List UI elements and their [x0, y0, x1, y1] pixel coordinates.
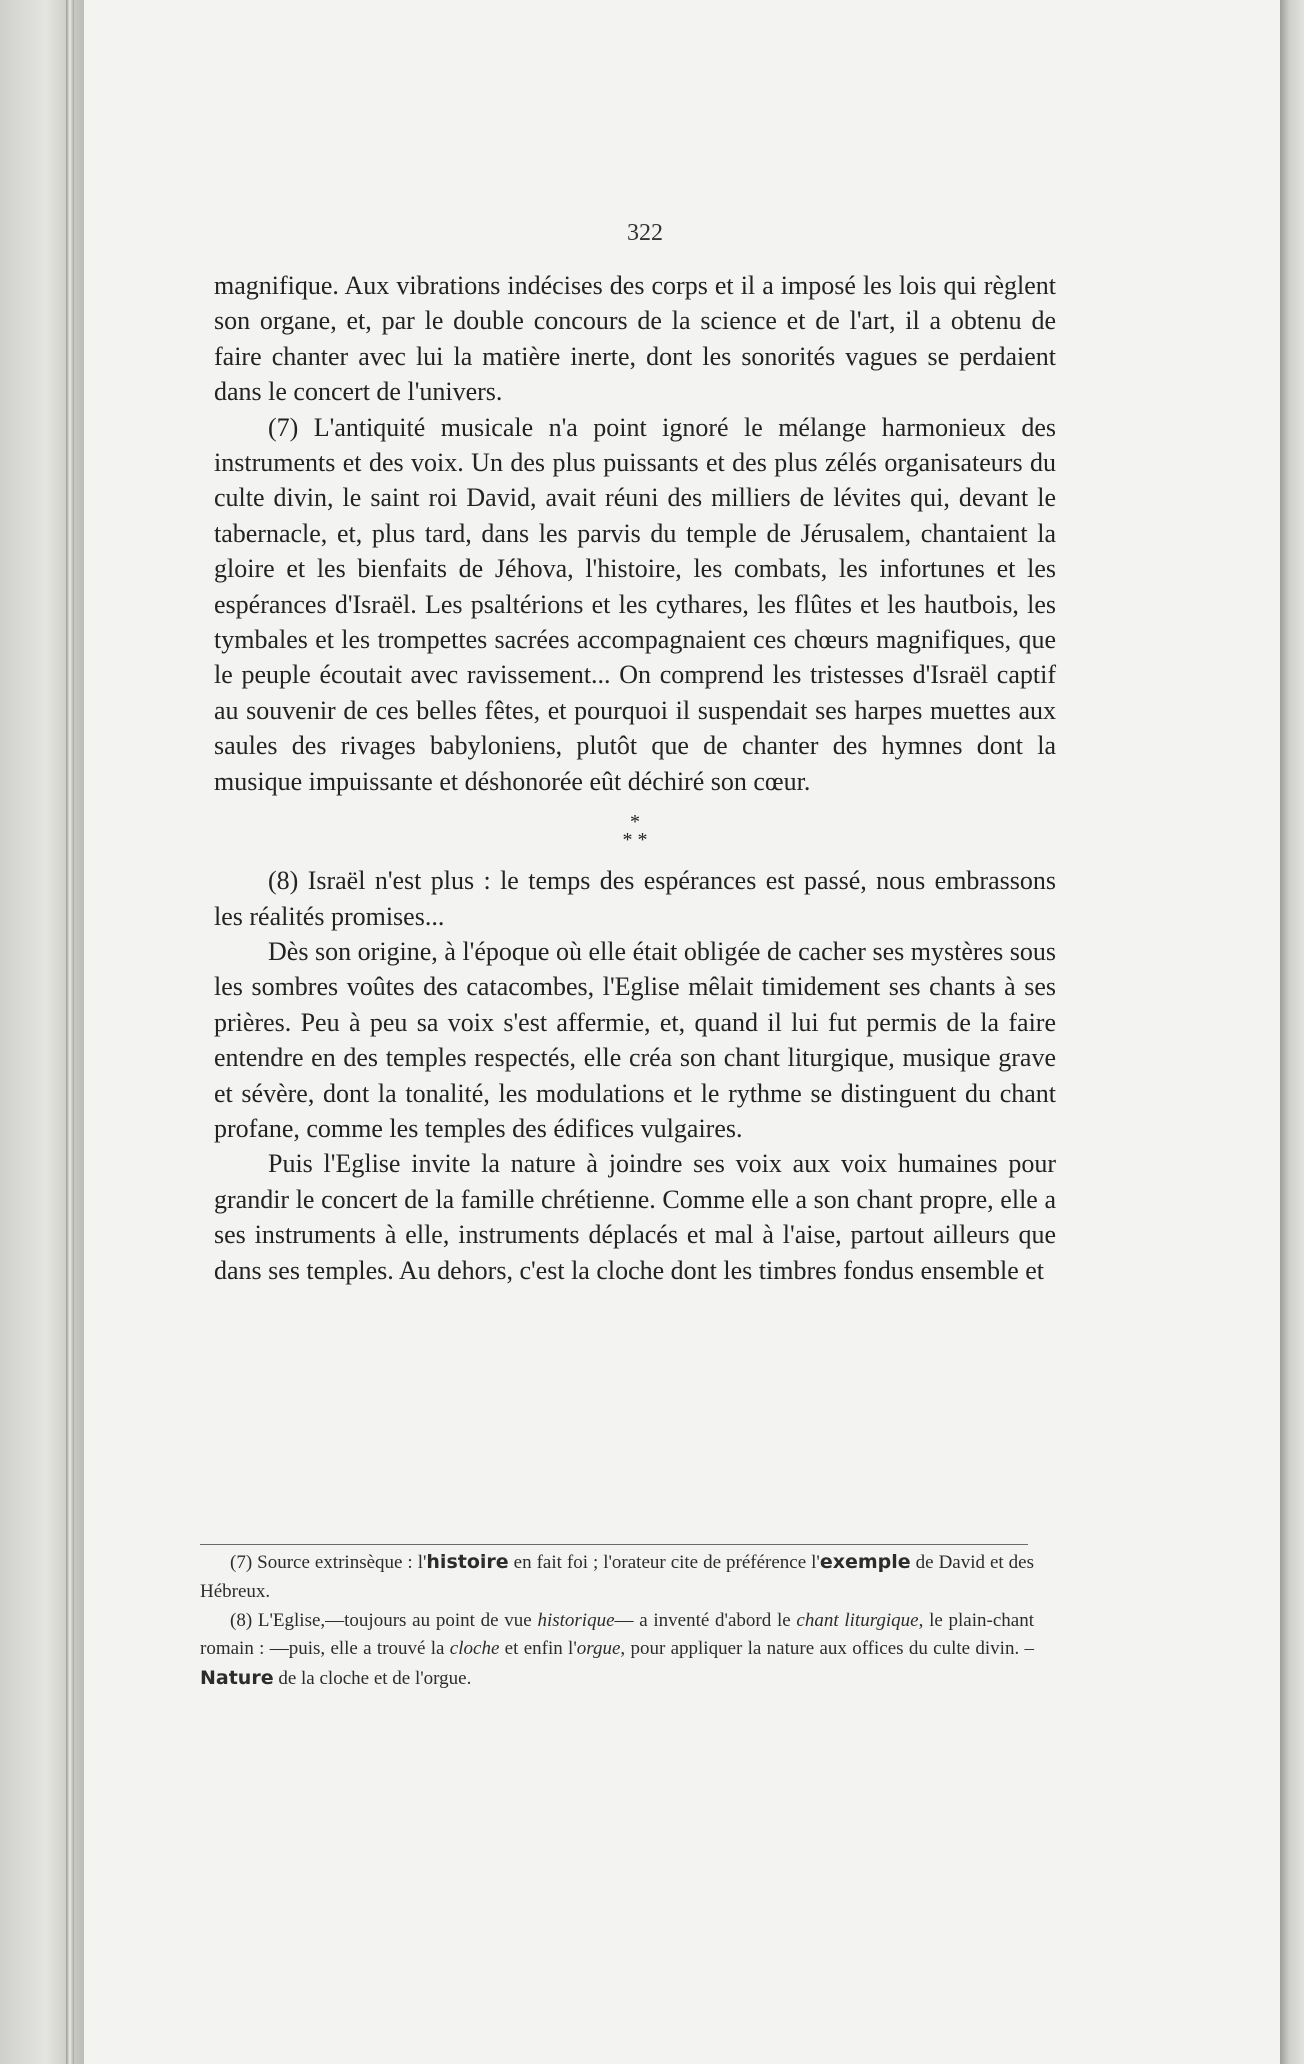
footnote-8-italic: chant liturgique [796, 1609, 919, 1631]
main-text [214, 268, 1056, 1288]
footnotes [200, 1548, 1034, 1694]
footnote-7 [200, 1548, 1034, 1607]
footnote-8-text: — a inventé d'abord le [614, 1609, 797, 1631]
footnote-8-text: (8) L'Eglise,—toujours au point de vue [230, 1609, 538, 1631]
paragraph-10: Puis l'Eglise invite la nature à joindre ses voix aux voix humaines pour grandir le concert de la famille chrétienne. Comme elle a son chant propre, elle a ses instruments à elle, instruments déplacés et mal à l'aise, partout ailleurs que dans ses temples. Au dehors, c'est la cloche dont les timbres fondus ensemble et [214, 1149, 1056, 1285]
page-number: 322 [627, 220, 663, 246]
right-page-edge [1280, 0, 1304, 2064]
paragraph-continuation: magnifique. Aux vibrations indécises des corps et il a imposé les lois qui règlent son organe, et, par le double concours de la science et de l'art, il a obtenu de faire chanter avec lui la matière inerte, dont les sonorités vagues se perdaient dans le concert de l'univers. [214, 271, 1056, 407]
footnote-8-text: de la cloche et de l'orgue. [273, 1668, 472, 1690]
asterism-separator [214, 811, 1056, 852]
footnote-7-text: (7) Source extrinsèque : l' [230, 1552, 427, 1573]
page-spine [66, 0, 74, 2064]
paragraph-7: (7) L'antiquité musicale n'a point ignoré le mélange harmonieux des instruments et des voix. Un des plus puissants et des plus zélés organisateurs du culte divin, le saint roi David, avait réuni des milliers de lévites qui, devant le tabernacle, et, plus tard, dans les parvis du temple de Jérusalem, chantaient la gloire et les bienfaits de Jéhova, l'histoire, les combats, les infortunes et les espérances d'Israël. Les psaltérions et les cythares, les flûtes et les hautbois, les tymbales et les trompettes sacrées accompagnaient ces chœurs magnifiques, que le peuple écoutait avec ravissement... On comprend les tristesses d'Israël captif au souvenir de ces belles fêtes, et pourquoi il suspendait ses harpes muettes aux saules des rivages babyloniens, plutôt que de chanter des hymnes dont la musique impuissante et déshonorée eût déchiré son cœur. [214, 412, 1056, 796]
footnote-8-italic: cloche [449, 1638, 500, 1660]
footnote-8-text: , le plain-chant romain : —puis, elle a trouvé la [200, 1609, 1034, 1660]
footnote-8-bold-nature: Nature [200, 1667, 274, 1690]
paragraph-8: (8) Israël n'est plus : le temps des espérances est passé, nous embrassons les réalités promises... [214, 866, 1056, 931]
footnote-7-text: de David et des Hébreux. [200, 1552, 1034, 1602]
asterism-top: * [630, 811, 640, 834]
footnote-7-text: en fait foi ; l'orateur cite de préférence l' [508, 1552, 820, 1573]
footnote-8-text: et enfin l' [499, 1638, 577, 1660]
paragraph-9: Dès son origine, à l'époque où elle était obligée de cacher ses mystères sous les sombres voûtes des catacombes, l'Eglise mêlait timidement ses chants à ses prières. Peu à peu sa voix s'est affermie, et, quand il lui fut permis de la faire entendre en des temples respectés, elle créa son chant liturgique, musique grave et sévère, dont la tonalité, les modulations et le rythme se distinguent du chant profane, comme les temples des édifices vulgaires. [214, 936, 1056, 1143]
footnote-divider [200, 1544, 1028, 1545]
footnote-7-bold-exemple: exemple [819, 1551, 911, 1573]
footnote-8-italic: orgue [576, 1638, 621, 1660]
asterism-bottom: * * [622, 829, 648, 852]
footnote-8-italic: historique [537, 1609, 615, 1631]
footnote-8-text: , pour appliquer la nature aux offices du culte divin. – [620, 1638, 1035, 1660]
footnote-8 [200, 1607, 1034, 1694]
footnote-7-bold-histoire: histoire [426, 1551, 509, 1573]
